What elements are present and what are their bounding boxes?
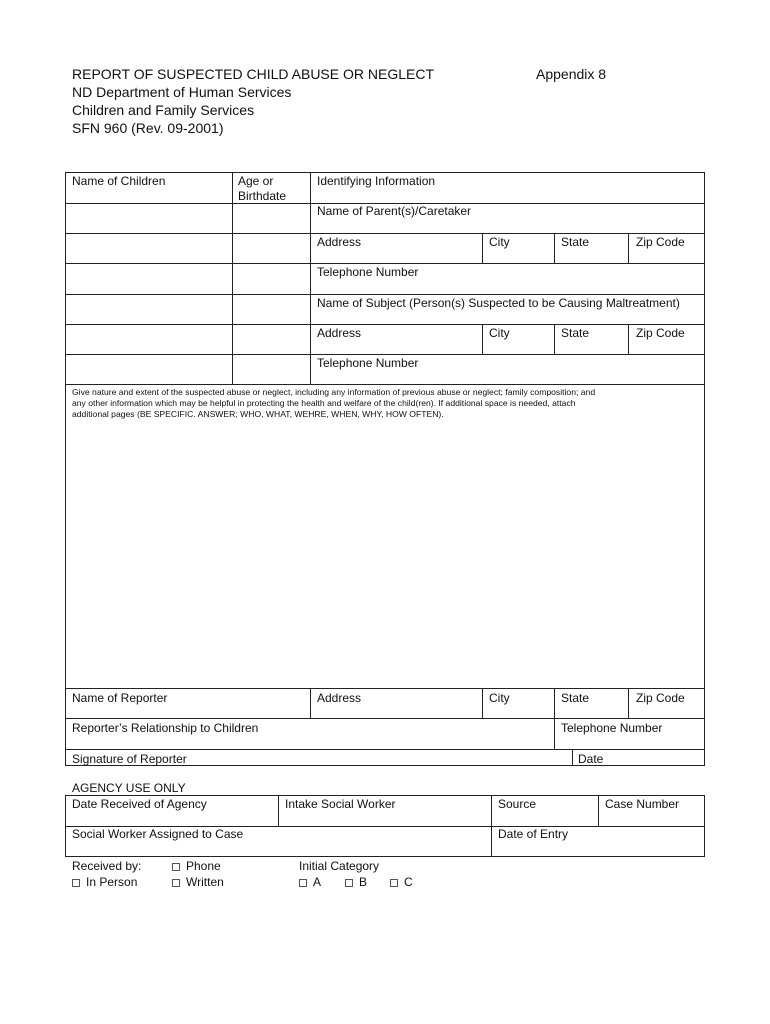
in-person-label: In Person: [86, 875, 138, 889]
category-c-label: C: [404, 875, 413, 889]
written-checkbox[interactable]: [172, 879, 180, 887]
date-of-entry-label: Date of Entry: [498, 827, 569, 841]
nature-description-area[interactable]: [66, 422, 704, 687]
case-number-label: Case Number: [605, 797, 680, 811]
signature-date-label: Date: [578, 752, 604, 766]
category-a-label: A: [313, 875, 322, 889]
nature-instructions-line-2: any other information which may be helpful in protecting the health and welfare of the child(ren). If additional space is needed, attach: [72, 398, 576, 408]
form-title: REPORT OF SUSPECTED CHILD ABUSE OR NEGLECT: [72, 66, 435, 82]
reporter-city-label: City: [489, 691, 510, 705]
subject-city-label: City: [489, 326, 510, 340]
division-name: Children and Family Services: [72, 102, 255, 118]
appendix-label: Appendix 8: [536, 66, 607, 82]
subject-state-label: State: [561, 326, 590, 340]
age-or-label: Age or: [238, 174, 274, 188]
source-label: Source: [498, 797, 537, 811]
caretaker-address-label: Address: [317, 235, 362, 249]
name-of-reporter-label: Name of Reporter: [72, 691, 168, 705]
subject-address-label: Address: [317, 326, 362, 340]
caretaker-city-label: City: [489, 235, 510, 249]
in-person-checkbox[interactable]: [72, 879, 80, 887]
phone-checkbox[interactable]: [172, 863, 180, 871]
in-person-option[interactable]: [72, 875, 137, 889]
reporter-address-label: Address: [317, 691, 362, 705]
birthdate-label: Birthdate: [238, 189, 287, 203]
initial-category-label: Initial Category: [299, 859, 380, 873]
identifying-information-label: Identifying Information: [317, 174, 436, 188]
category-b-label: B: [359, 875, 368, 889]
name-of-children-label: Name of Children: [72, 174, 166, 188]
category-a-checkbox[interactable]: [299, 879, 307, 887]
form-number: SFN 960 (Rev. 09-2001): [72, 120, 224, 136]
category-c-option[interactable]: [390, 875, 413, 889]
subject-telephone-label: Telephone Number: [317, 356, 419, 370]
subject-name-label: Name of Subject (Person(s) Suspected to be Causing Maltreatment): [317, 296, 680, 310]
department-name: ND Department of Human Services: [72, 84, 292, 100]
date-received-label: Date Received of Agency: [72, 797, 207, 811]
written-label: Written: [186, 875, 224, 889]
parent-caretaker-label: Name of Parent(s)/Caretaker: [317, 204, 472, 218]
category-b-option[interactable]: [345, 875, 367, 889]
reporter-telephone-label: Telephone Number: [561, 721, 663, 735]
subject-zip-label: Zip Code: [636, 326, 685, 340]
reporter-zip-label: Zip Code: [636, 691, 685, 705]
caretaker-state-label: State: [561, 235, 590, 249]
nature-instructions-line-3: additional pages (BE SPECIFIC. ANSWER; WHO, WHAT, WEHRE, WHEN, WHY, HOW OFTEN).: [72, 409, 444, 419]
written-option[interactable]: [172, 875, 224, 889]
category-c-checkbox[interactable]: [390, 879, 398, 887]
signature-of-reporter-label: Signature of Reporter: [72, 752, 187, 766]
category-b-checkbox[interactable]: [345, 879, 353, 887]
reporter-relationship-label: Reporter’s Relationship to Children: [72, 721, 259, 735]
caretaker-zip-label: Zip Code: [636, 235, 685, 249]
nature-instructions-line-1: Give nature and extent of the suspected abuse or neglect, including any information of previous abuse or neglect; family composition; and: [72, 387, 596, 397]
caretaker-telephone-label: Telephone Number: [317, 265, 419, 279]
phone-option[interactable]: [172, 859, 221, 873]
phone-label: Phone: [186, 859, 221, 873]
reporter-state-label: State: [561, 691, 590, 705]
intake-worker-label: Intake Social Worker: [285, 797, 396, 811]
assigned-worker-label: Social Worker Assigned to Case: [72, 827, 244, 841]
agency-use-heading: AGENCY USE ONLY: [72, 781, 186, 795]
received-by-label: Received by:: [72, 859, 142, 873]
category-a-option[interactable]: [299, 875, 321, 889]
